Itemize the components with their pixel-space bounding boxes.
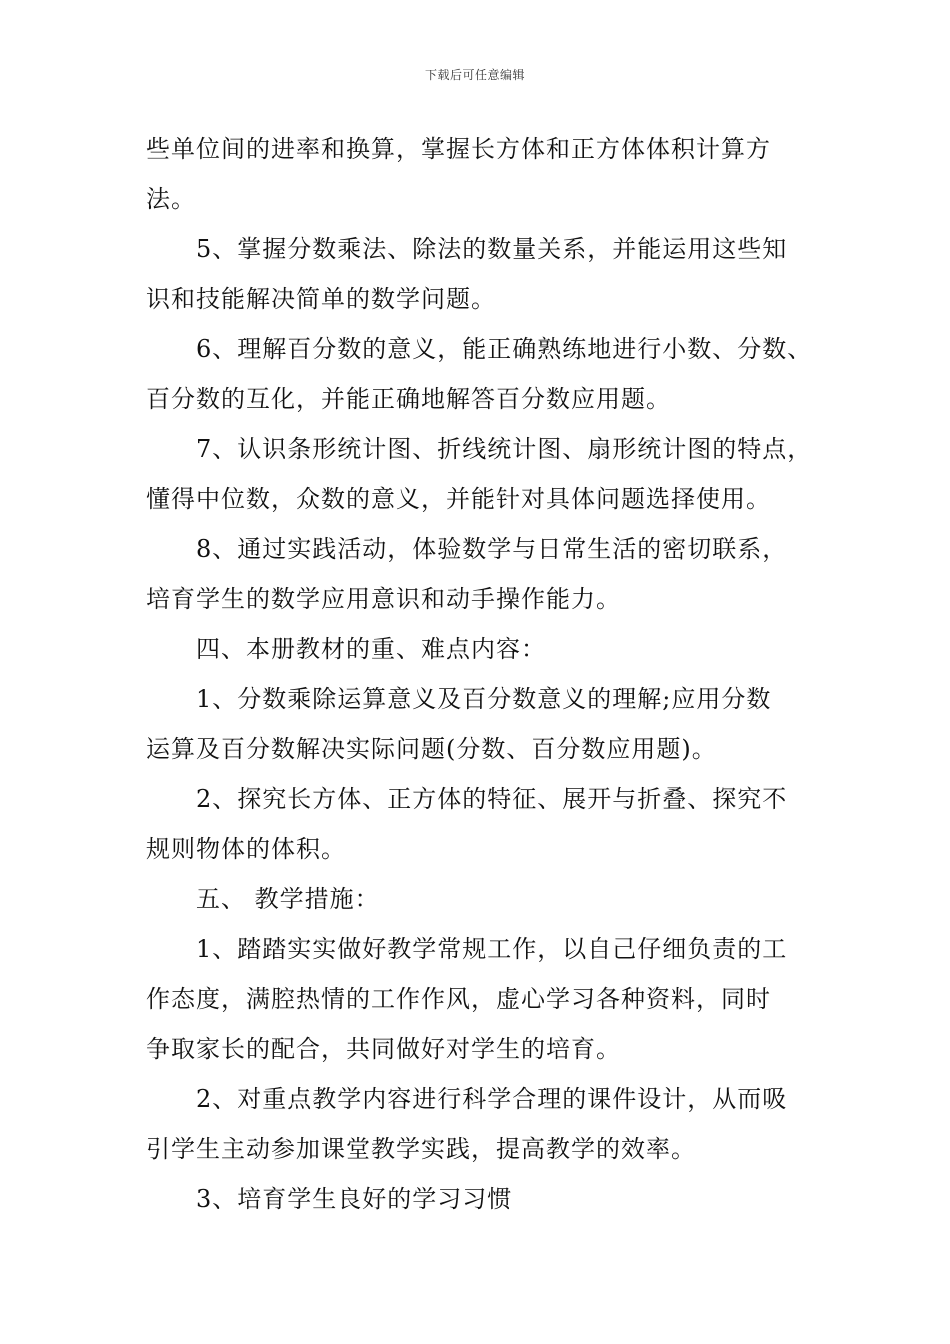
measure-item-3: 3、培育学生良好的学习习惯 <box>196 1185 513 1213</box>
section-heading-4: 四、本册教材的重、难点内容： <box>196 635 546 663</box>
measure-item-1: 1、踏踏实实做好教学常规工作，以自己仔细负责的工 <box>196 935 788 963</box>
text-line: 培育学生的数学应用意识和动手操作能力。 <box>146 585 621 613</box>
list-item-6: 6、理解百分数的意义，能正确熟练地进行小数、分数、 <box>196 335 813 363</box>
list-item-7: 7、认识条形统计图、折线统计图、扇形统计图的特点， <box>196 435 813 463</box>
section-heading-5: 五、 教学措施： <box>196 885 380 913</box>
text-line: 引学生主动参加课堂教学实践，提高教学的效率。 <box>146 1135 696 1163</box>
text-line: 作态度，满腔热情的工作作风，虚心学习各种资料，同时 <box>146 985 771 1013</box>
page-header: 下载后可任意编辑 <box>424 68 525 82</box>
text-line: 百分数的互化，并能正确地解答百分数应用题。 <box>146 385 671 413</box>
text-line: 法。 <box>146 185 196 213</box>
difficulty-item-2: 2、探究长方体、正方体的特征、展开与折叠、探究不 <box>196 785 788 813</box>
text-line: 运算及百分数解决实际问题(分数、百分数应用题)。 <box>146 735 717 763</box>
difficulty-item-1: 1、分数乘除运算意义及百分数意义的理解;应用分数 <box>196 685 772 713</box>
text-line: 规则物体的体积。 <box>146 835 346 863</box>
list-item-5: 5、掌握分数乘法、除法的数量关系，并能运用这些知 <box>196 235 788 263</box>
text-line: 懂得中位数，众数的意义，并能针对具体问题选择使用。 <box>146 485 771 513</box>
text-line: 识和技能解决简单的数学问题。 <box>146 285 496 313</box>
text-line: 争取家长的配合，共同做好对学生的培育。 <box>146 1035 621 1063</box>
measure-item-2: 2、对重点教学内容进行科学合理的课件设计，从而吸 <box>196 1085 788 1113</box>
list-item-8: 8、通过实践活动，体验数学与日常生活的密切联系， <box>196 535 788 563</box>
document-body <box>146 124 818 1224</box>
text-line: 些单位间的进率和换算，掌握长方体和正方体体积计算方 <box>146 135 771 163</box>
